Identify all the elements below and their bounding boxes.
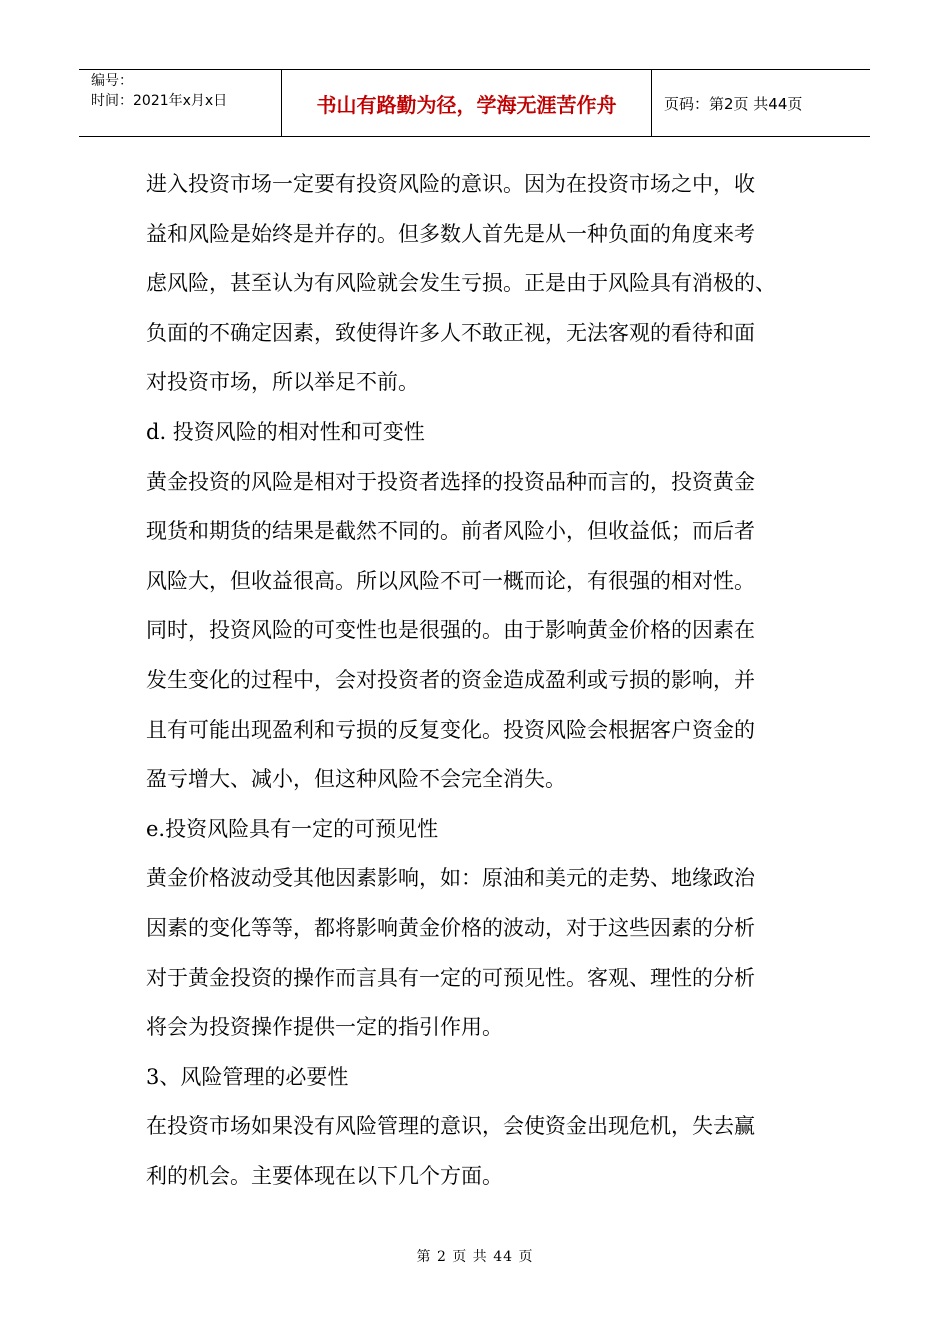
date-label: 时间：2021年x月x日 [91, 93, 228, 109]
body-line: 虑风险，甚至认为有风险就会发生亏损。正是由于风险具有消极的、 [146, 271, 776, 296]
document-body [146, 160, 816, 1201]
body-line: 同时，投资风险的可变性也是很强的。由于影响黄金价格的因素在 [146, 618, 755, 643]
body-line: 将会为投资操作提供一定的指引作用。 [146, 1015, 503, 1040]
body-line: 黄金投资的风险是相对于投资者选择的投资品种而言的，投资黄金 [146, 469, 755, 494]
body-line: 黄金价格波动受其他因素影响，如：原油和美元的走势、地缘政治 [146, 866, 755, 891]
header-meta [79, 70, 282, 136]
header-page-info: 页码：第2页 共44页 [664, 94, 803, 113]
page-footer: 第 2 页 共 44 页 [416, 1249, 534, 1265]
section-heading-3: 3、风险管理的必要性 [146, 1064, 349, 1089]
body-line: 风险大，但收益很高。所以风险不可一概而论，有很强的相对性。 [146, 568, 755, 593]
header-motto: 书山有路勤为径，学海无涯苦作舟 [282, 70, 652, 136]
body-line: 现货和期货的结果是截然不同的。前者风险小，但收益低；而后者 [146, 519, 755, 544]
body-line: 利的机会。主要体现在以下几个方面。 [146, 1163, 503, 1188]
body-line: 且有可能出现盈利和亏损的反复变化。投资风险会根据客户资金的 [146, 717, 755, 742]
body-line: 因素的变化等等，都将影响黄金价格的波动，对于这些因素的分析 [146, 915, 755, 940]
body-line: 对投资市场，所以举足不前。 [146, 370, 419, 395]
body-line: 负面的不确定因素，致使得许多人不敢正视，无法客观的看待和面 [146, 320, 755, 345]
page-header [79, 69, 870, 137]
body-line: 益和风险是始终是并存的。但多数人首先是从一种负面的角度来考 [146, 221, 755, 246]
body-line: 盈亏增大、减小，但这种风险不会完全消失。 [146, 767, 566, 792]
serial-number-label: 编号： [91, 73, 133, 89]
body-line: 对于黄金投资的操作而言具有一定的可预见性。客观、理性的分析 [146, 965, 755, 990]
section-heading-e: e.投资风险具有一定的可预见性 [146, 816, 439, 841]
body-line: 发生变化的过程中，会对投资者的资金造成盈利或亏损的影响，并 [146, 667, 755, 692]
section-heading-d: d. 投资风险的相对性和可变性 [146, 419, 425, 444]
body-line: 进入投资市场一定要有投资风险的意识。因为在投资市场之中，收 [146, 172, 755, 196]
body-line: 在投资市场如果没有风险管理的意识，会使资金出现危机，失去赢 [146, 1114, 755, 1139]
